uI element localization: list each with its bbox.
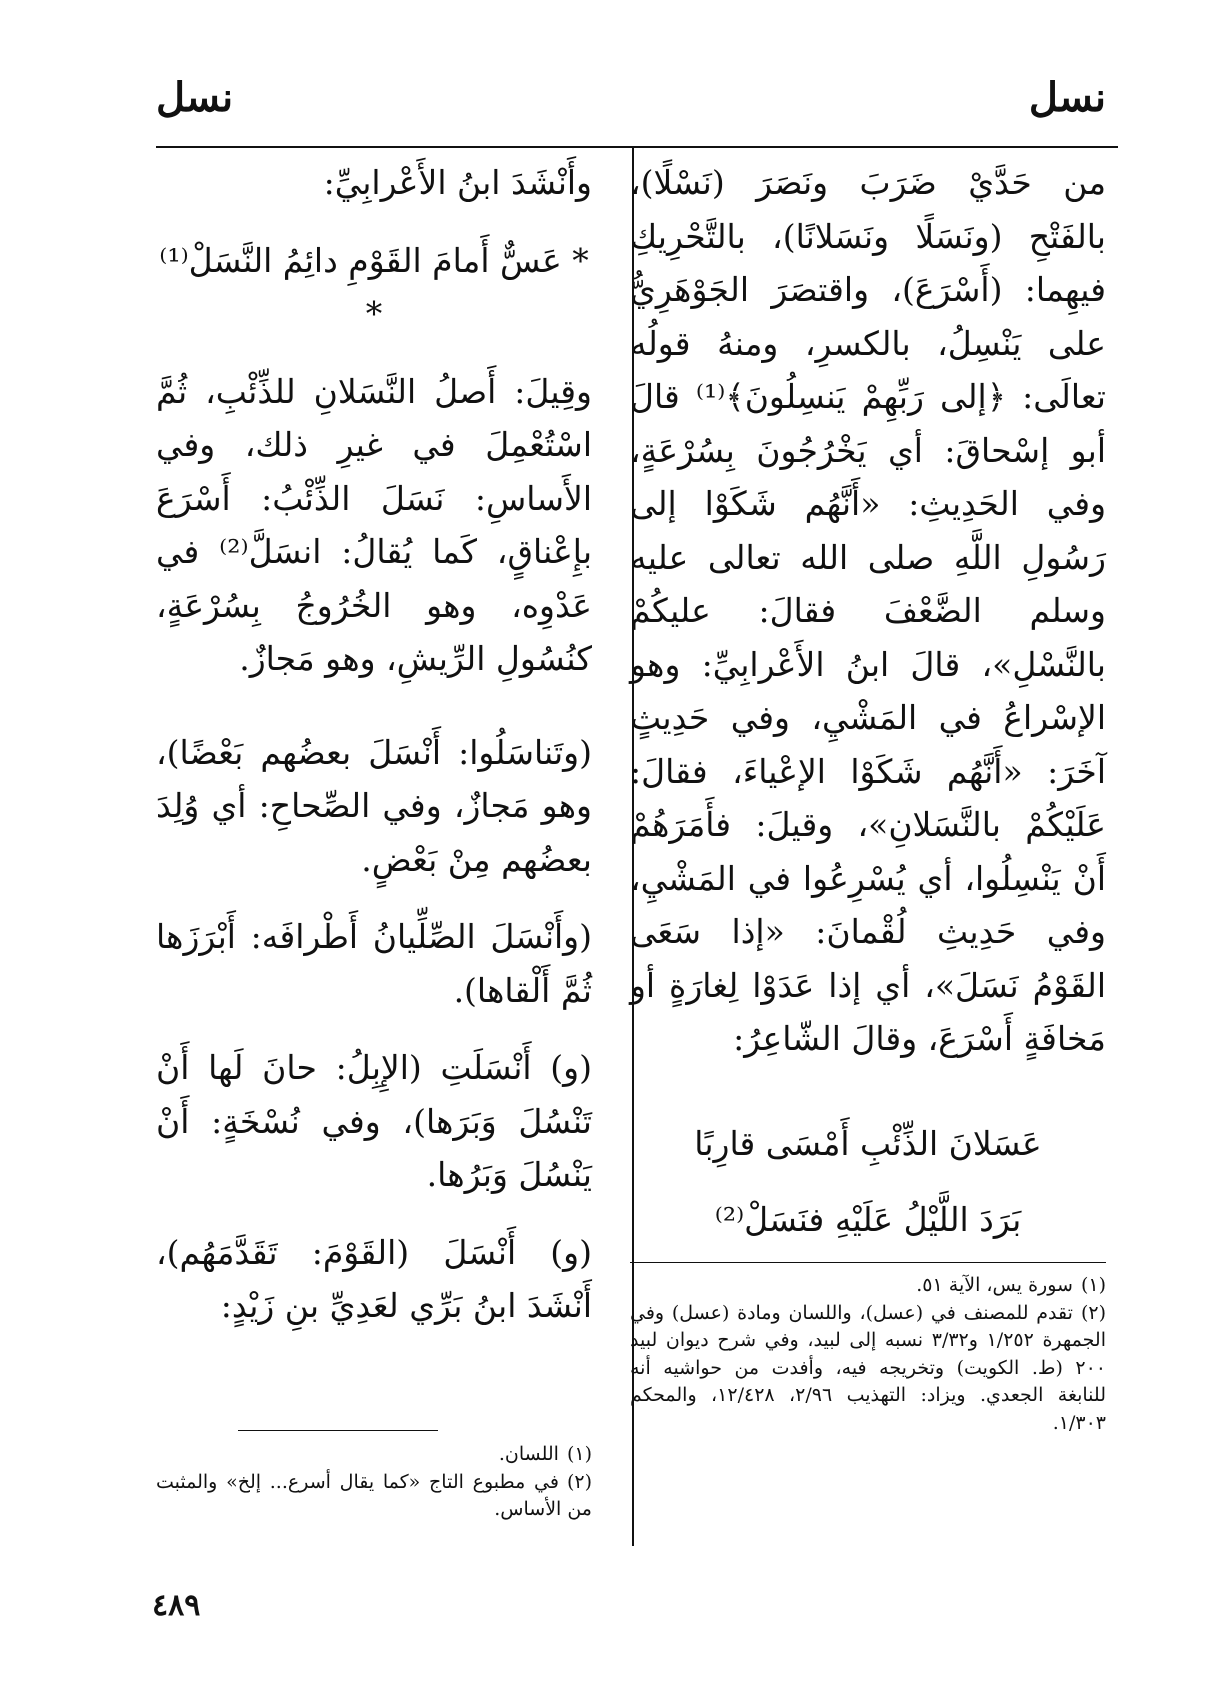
right-verse-line-2: بَرَدَ اللَّيْلُ عَلَيْهِ فنَسَلْ⁽²⁾	[714, 1199, 1022, 1239]
footnote-number: (٢)	[566, 1470, 592, 1493]
footnote-text: في مطبوع التاج «كما يقال أسرع... إلخ» والمثبت من الأساس.	[156, 1470, 592, 1520]
footnotes-left	[156, 1441, 592, 1524]
footnote-number: (١)	[566, 1443, 592, 1465]
footnote-left-1	[156, 1441, 592, 1469]
footnotes-right	[630, 1272, 1106, 1437]
left-paragraph-2: وقِيلَ: أَصلُ النَّسَلانِ للذِّئْبِ، ثُمَّ اسْتُعْمِلَ في غيرِ ذلك، وفي الأَساسِ: نَسَلَ الذِّئْبُ: أَسْرَعَ بإِعْناقٍ، كَما يُقالُ: انسَلَّ⁽²⁾ في عَدْوِه، وهو الخُرُوجُ بِسُرْعَةٍ، كنُسُولِ الرِّيشِ، وهو مَجازٌ.	[156, 371, 592, 678]
left-paragraph-4: (وأَنْسَلَ الصِّلِّيانُ أَطْرافَه: أَبْرَزَها ثُمَّ أَلْقاها).	[156, 917, 592, 1010]
left-verse-1: * عَسٌّ أَمامَ القَوْمِ دائِمُ النَّسَلْ⁽¹⁾ *	[159, 240, 589, 333]
left-paragraph-5: (و) أَنْسَلَتِ (الإِبِلُ: حانَ لَها أَنْ تَنْسُلَ وَبَرَها)، وفي نُسْخَةٍ: أَنْ يَنْسُلَ وَبَرُها.	[156, 1048, 592, 1194]
footnote-right-2	[630, 1300, 1106, 1438]
footnote-text: اللسان.	[498, 1443, 559, 1465]
right-column	[630, 156, 1106, 1258]
left-column	[156, 156, 592, 1333]
footnote-text: سورة يس، الآية ٥١.	[916, 1274, 1073, 1296]
left-paragraph-1: وأَنْشَدَ ابنُ الأَعْرابِيِّ:	[323, 163, 592, 202]
page-number: ٤٨٩	[152, 1588, 201, 1623]
header-left-word: نسل	[156, 74, 234, 121]
left-paragraph-6: (و) أَنْسَلَ (القَوْمَ: تَقَدَّمَهُم)، أَنْشَدَ ابنُ بَرِّي لعَدِيِّ بنِ زَيْدٍ:	[156, 1232, 592, 1325]
right-verse	[630, 1106, 1106, 1258]
footnote-number: (٢)	[1080, 1301, 1106, 1324]
footnote-rule-left	[238, 1430, 438, 1431]
header-right-word: نسل	[1028, 74, 1106, 121]
right-verse-line-1: عَسَلانَ الذِّئْبِ أَمْسَى قارِبًا	[694, 1123, 1042, 1163]
header-rule	[156, 146, 1118, 148]
footnote-number: (١)	[1080, 1274, 1106, 1296]
right-paragraph-1: من حَدَّيْ ضَرَبَ ونَصَرَ (نَسْلًا)، بالفَتْحِ (ونَسَلًا ونَسَلانًا)، بالتَّحْرِيكِ فيهِما: (أَسْرَعَ)، واقتصَرَ الجَوْهَرِيُّ على يَنْسِلُ، بالكسرِ، ومنهُ قولُه تعالَى: ﴿إلى رَبِّهِمْ يَنسِلُونَ﴾⁽¹⁾ قالَ أبو إسْحاقَ: أي يَخْرُجُونَ بِسُرْعَةٍ، وفي الحَدِيثِ: «أَنَّهُم شَكَوْا إلى رَسُولِ اللَّهِ صلى الله تعالى عليه وسلم الضَّعْفَ فقالَ: عليكُمْ بالنَّسْلِ»، قالَ ابنُ الأَعْرابِيِّ: وهو الإسْراعُ في المَشْيِ، وفي حَدِيثٍ آخَرَ: «أَنَّهُم شَكَوْا الإعْياءَ، فقالَ: عَلَيْكُمْ بالنَّسَلانِ»، وقيلَ: فأَمَرَهُمْ أَنْ يَنْسِلُوا، أي يُسْرِعُوا في المَشْيِ، وفي حَدِيثِ لُقْمانَ: «إذا سَعَى القَوْمُ نَسَلَ»، أي إذا عَدَوْا لِغارَةٍ أو مَخافَةٍ أَسْرَعَ، وقالَ الشّاعِرُ:	[630, 163, 1106, 1058]
footnote-text: تقدم للمصنف في (عسل)، واللسان ومادة (عسل) وفي الجمهرة ١/٢٥٢ و٣/٣٢ نسبه إلى لبيد، وفي شرح ديوان لبيد ٢٠٠ (ط. الكويت) وتخريجه فيه، وأفدت من حواشيه أنه للنابغة الجعدي. ويزاد: التهذيب ٢/٩٦، ١٢/٤٢٨، والمحكم ١/٣٠٣.	[630, 1301, 1106, 1434]
footnote-left-2	[156, 1469, 592, 1524]
left-paragraph-3: (وتَناسَلُوا: أَنْسَلَ بعضُهم بَعْضًا)، وهو مَجازٌ، وفي الصِّحاحِ: أي وُلِدَ بعضُهم مِنْ بَعْضٍ.	[156, 732, 592, 879]
footnote-right-1	[630, 1272, 1106, 1300]
footnote-rule-right	[630, 1262, 1106, 1263]
